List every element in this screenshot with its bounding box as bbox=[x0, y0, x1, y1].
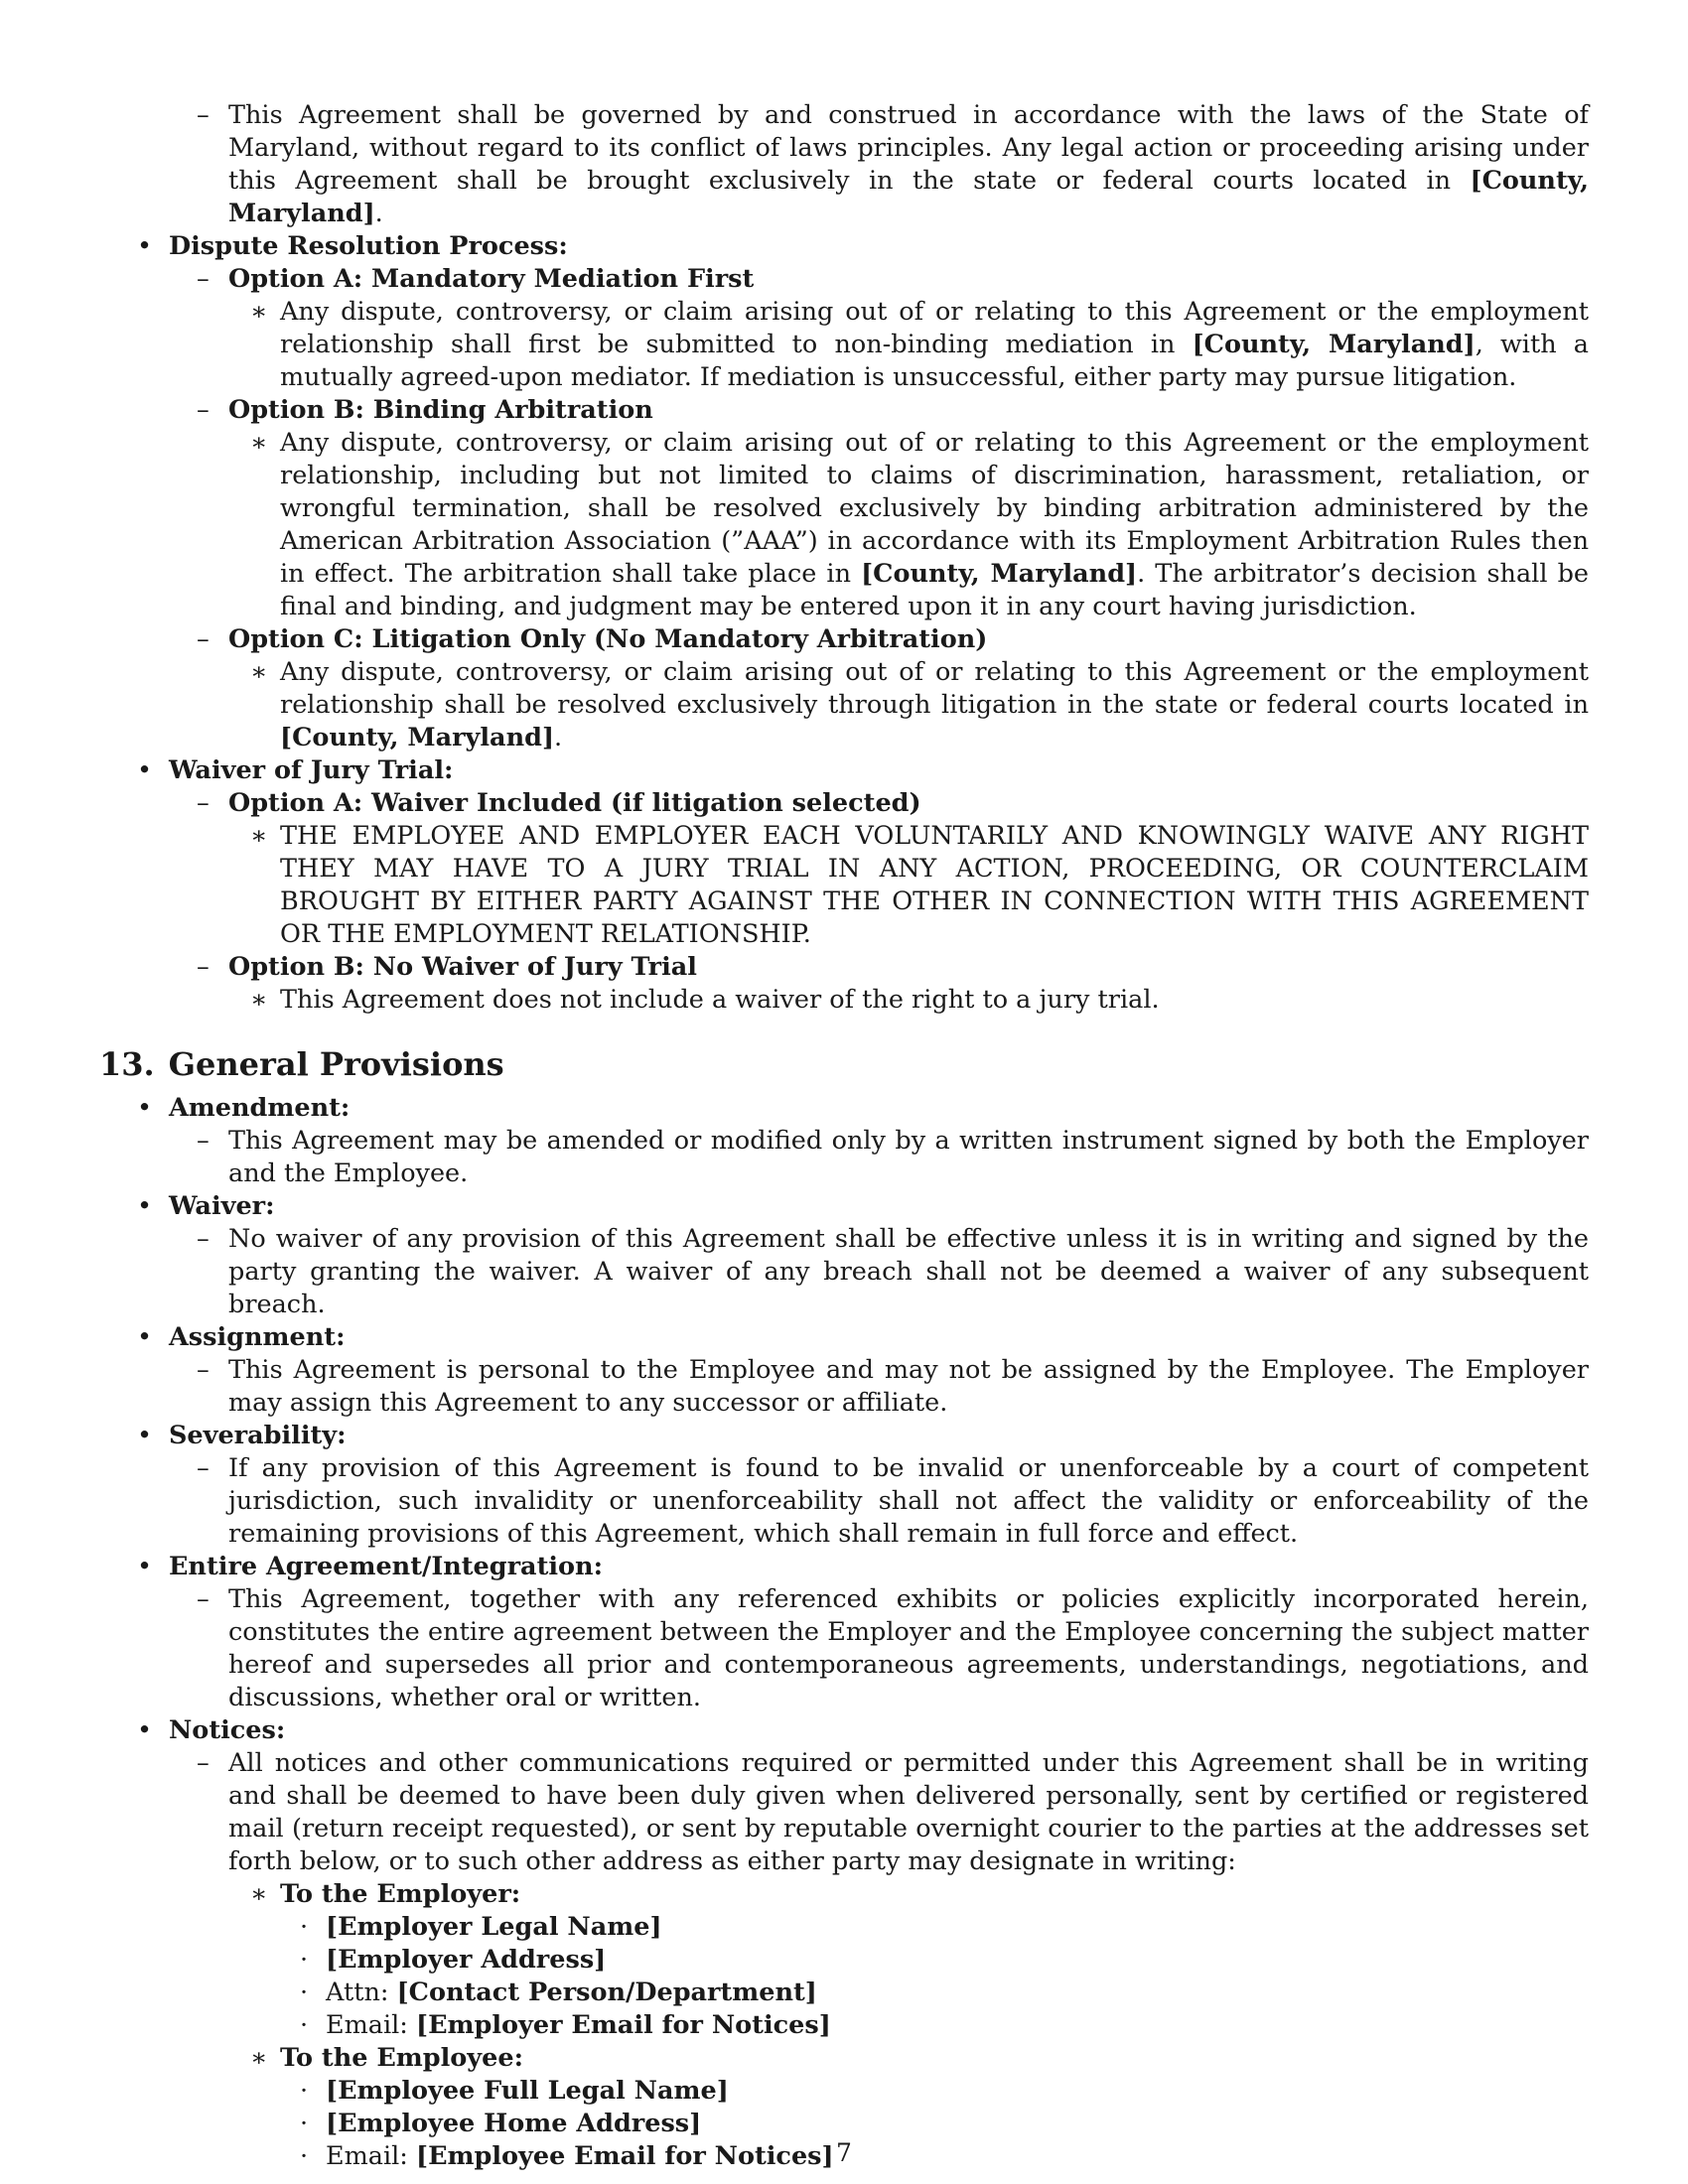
bullet-marker: • bbox=[137, 231, 153, 261]
employee-name-line: · [Employee Full Legal Name] bbox=[300, 2076, 729, 2106]
asterisk-marker: ∗ bbox=[250, 821, 268, 851]
option-c-litigation-item bbox=[99, 623, 1589, 656]
county-placeholder: [County, Maryland] bbox=[1192, 330, 1476, 359]
dash-marker: – bbox=[197, 264, 210, 294]
dash-marker: – bbox=[197, 395, 210, 425]
dash-marker: – bbox=[197, 1453, 210, 1483]
dash-marker: – bbox=[197, 952, 210, 982]
dot-marker: · bbox=[300, 1912, 309, 1942]
amendment-text-item: – This Agreement may be amended or modified only by a written instrument signed by both the Employer and the Employee. bbox=[197, 1126, 1589, 1188]
county-placeholder: [County, Maryland] bbox=[228, 166, 1589, 228]
dash-marker: – bbox=[197, 1126, 210, 1156]
amendment-heading: Amendment: bbox=[169, 1093, 351, 1123]
entire-agreement-text-item: – This Agreement, together with any referenced exhibits or policies explicitly incorporated herein, constitutes the entire agreement between the Employer and the Employee concerning the subject matter hereof and supersedes all prior and contemporaneous agreements, understandings, negotiations, and discussions, whether oral or written. bbox=[197, 1584, 1589, 1712]
assignment-item bbox=[99, 1321, 1589, 1354]
dot-marker: · bbox=[300, 1945, 309, 1975]
option-b-arbitration-item bbox=[99, 394, 1589, 427]
dash-marker: – bbox=[197, 788, 210, 818]
waiver-heading: Waiver: bbox=[169, 1191, 275, 1221]
entire-agreement-heading: Entire Agreement/Integration: bbox=[169, 1552, 603, 1581]
governing-law-item: – This Agreement shall be governed by and construed in accordance with the laws of the State of Maryland, without regard to its conflict of laws principles. Any legal action or proceeding arising under this Agreement shall be brought exclusively in the state or federal courts located in [County, Maryland]. bbox=[197, 100, 1589, 228]
governing-law-text: This Agreement shall be governed by and construed in accordance with the laws of the State of Maryland, without regard to its conflict of laws principles. Any legal action or proceeding arising under this Agreement shall be brought exclusively in the state or federal courts located in bbox=[228, 100, 1589, 196]
severability-text-item: – If any provision of this Agreement is found to be invalid or unenforceable by a court of competent jurisdiction, such invalidity or unenforceability shall not affect the validity or enforceability of the remaining provisions of this Agreement, which shall remain in full force and effect. bbox=[197, 1453, 1589, 1549]
notice-employee-heading: To the Employee: bbox=[280, 2043, 523, 2073]
employer-attn-line: · Attn: [Contact Person/Department] bbox=[300, 1978, 817, 2007]
dash-marker: – bbox=[197, 624, 210, 654]
employee-address-line: · [Employee Home Address] bbox=[300, 2109, 702, 2138]
bullet-marker: • bbox=[137, 1421, 153, 1450]
notices-text-item: – All notices and other communications required or permitted under this Agreement shall be in writing and shall be deemed to have been duly given when delivered personally, sent by certified or registered mail (return receipt requested), or sent by reputable overnight courier to the parties at the addresses set forth below, or to such other address as either party may designate in writing: bbox=[197, 1748, 1589, 1876]
jury-waiver-clause: THE EMPLOYEE AND EMPLOYER EACH VOLUNTARILY AND KNOWINGLY WAIVE ANY RIGHT THEY MAY HAVE TO A JURY TRIAL IN ANY ACTION, PROCEEDING, OR COUNTERCLAIM BROUGHT BY EITHER PARTY AGAINST THE OTHER IN CONNECTION WITH THIS AGREEMENT OR THE EMPLOYMENT RELATIONSHIP. bbox=[280, 821, 1589, 949]
assignment-heading: Assignment: bbox=[169, 1322, 346, 1352]
notices-item bbox=[99, 1714, 1589, 1747]
asterisk-marker: ∗ bbox=[250, 657, 268, 687]
dot-marker: · bbox=[300, 2010, 309, 2040]
assignment-text-item: – This Agreement is personal to the Employee and may not be assigned by the Employee. The Employer may assign this Agreement to any successor or affiliate. bbox=[197, 1355, 1589, 1418]
section-number: 13. bbox=[99, 1045, 155, 1083]
county-placeholder: [County, Maryland] bbox=[280, 723, 555, 752]
waiver-item bbox=[99, 1190, 1589, 1223]
amendment-item bbox=[99, 1092, 1589, 1125]
section-title: General Provisions bbox=[168, 1045, 504, 1083]
notice-employer-item bbox=[99, 1878, 1589, 1911]
bullet-marker: • bbox=[137, 1191, 153, 1221]
notice-employer-heading: To the Employer: bbox=[280, 1879, 521, 1909]
document-page bbox=[99, 99, 1589, 2173]
waiver-text-item: – No waiver of any provision of this Agreement shall be effective unless it is in writing and signed by the party granting the waiver. A waiver of any breach shall not be deemed a waiver of any subsequent breach. bbox=[197, 1224, 1589, 1319]
severability-heading: Severability: bbox=[169, 1421, 347, 1450]
option-a-mediation-heading: Option A: Mandatory Mediation First bbox=[228, 264, 755, 294]
option-b-arbitration-heading: Option B: Binding Arbitration bbox=[228, 395, 653, 425]
option-c-litigation-text-item: ∗ Any dispute, controversy, or claim arising out of or relating to this Agreement or the employment relationship shall be resolved exclusively through litigation in the state or federal courts located in [County, Maryland]. bbox=[250, 657, 1589, 752]
asterisk-marker: ∗ bbox=[250, 2043, 268, 2073]
section-heading bbox=[99, 1017, 1589, 1092]
county-placeholder: [County, Maryland] bbox=[861, 559, 1138, 589]
jury-option-b-text-item: ∗ This Agreement does not include a waiver of the right to a jury trial. bbox=[250, 985, 1160, 1015]
dot-marker: · bbox=[300, 2076, 309, 2106]
option-a-mediation-text-item: ∗ Any dispute, controversy, or claim arising out of or relating to this Agreement or the employment relationship shall first be submitted to non-binding mediation in [County, Maryland], with a mutually agreed-upon mediator. If mediation is unsuccessful, either party may pursue litigation. bbox=[250, 297, 1589, 392]
dash-marker: – bbox=[197, 1224, 210, 1254]
page-number: 7 bbox=[836, 2138, 852, 2167]
jury-option-a-item bbox=[99, 787, 1589, 820]
option-c-litigation-heading: Option C: Litigation Only (No Mandatory Arbitration) bbox=[228, 624, 988, 654]
asterisk-marker: ∗ bbox=[250, 428, 268, 458]
asterisk-marker: ∗ bbox=[250, 1879, 268, 1909]
bullet-marker: • bbox=[137, 755, 153, 785]
bullet-marker: • bbox=[137, 1093, 153, 1123]
notice-employee-item bbox=[99, 2042, 1589, 2075]
option-a-mediation-item bbox=[99, 263, 1589, 296]
jury-waiver-heading: Waiver of Jury Trial: bbox=[169, 755, 454, 785]
notices-heading: Notices: bbox=[169, 1715, 286, 1745]
dash-marker: – bbox=[197, 1584, 210, 1614]
bullet-marker: • bbox=[137, 1552, 153, 1581]
severability-item bbox=[99, 1420, 1589, 1452]
employee-email-line: · Email: [Employee Email for Notices] bbox=[300, 2141, 834, 2171]
dispute-resolution-item bbox=[99, 230, 1589, 263]
dash-marker: – bbox=[197, 1355, 210, 1385]
employer-email-line: · Email: [Employer Email for Notices] bbox=[300, 2010, 831, 2040]
jury-waiver-item bbox=[99, 754, 1589, 787]
jury-option-b-heading: Option B: No Waiver of Jury Trial bbox=[228, 952, 697, 982]
employer-address-line: · [Employer Address] bbox=[300, 1945, 607, 1975]
dash-marker: – bbox=[197, 1748, 210, 1778]
dash-marker: – bbox=[197, 100, 210, 130]
dispute-resolution-heading: Dispute Resolution Process: bbox=[169, 231, 568, 261]
bullet-marker: • bbox=[137, 1322, 153, 1352]
jury-option-a-text-item bbox=[99, 820, 1589, 951]
jury-option-b-item bbox=[99, 951, 1589, 984]
asterisk-marker: ∗ bbox=[250, 297, 268, 327]
dot-marker: · bbox=[300, 1978, 309, 2007]
dot-marker: · bbox=[300, 2141, 309, 2171]
employer-name-line: · [Employer Legal Name] bbox=[300, 1912, 662, 1942]
dot-marker: · bbox=[300, 2109, 309, 2138]
asterisk-marker: ∗ bbox=[250, 985, 268, 1015]
bullet-marker: • bbox=[137, 1715, 153, 1745]
entire-agreement-item bbox=[99, 1551, 1589, 1583]
option-b-arbitration-text-item: ∗ Any dispute, controversy, or claim arising out of or relating to this Agreement or the employment relationship, including but not limited to claims of discrimination, harassment, retaliation, or wrongful termination, shall be resolved exclusively by binding arbitration administered by the American Arbitration Association (”AAA”) in accordance with its Employment Arbitration Rules then in effect. The arbitration shall take place in [County, Maryland]. The arbitrator’s decision shall be final and binding, and judgment may be entered upon it in any court having jurisdiction. bbox=[250, 428, 1589, 621]
jury-option-a-heading: Option A: Waiver Included (if litigation selected) bbox=[228, 788, 921, 818]
